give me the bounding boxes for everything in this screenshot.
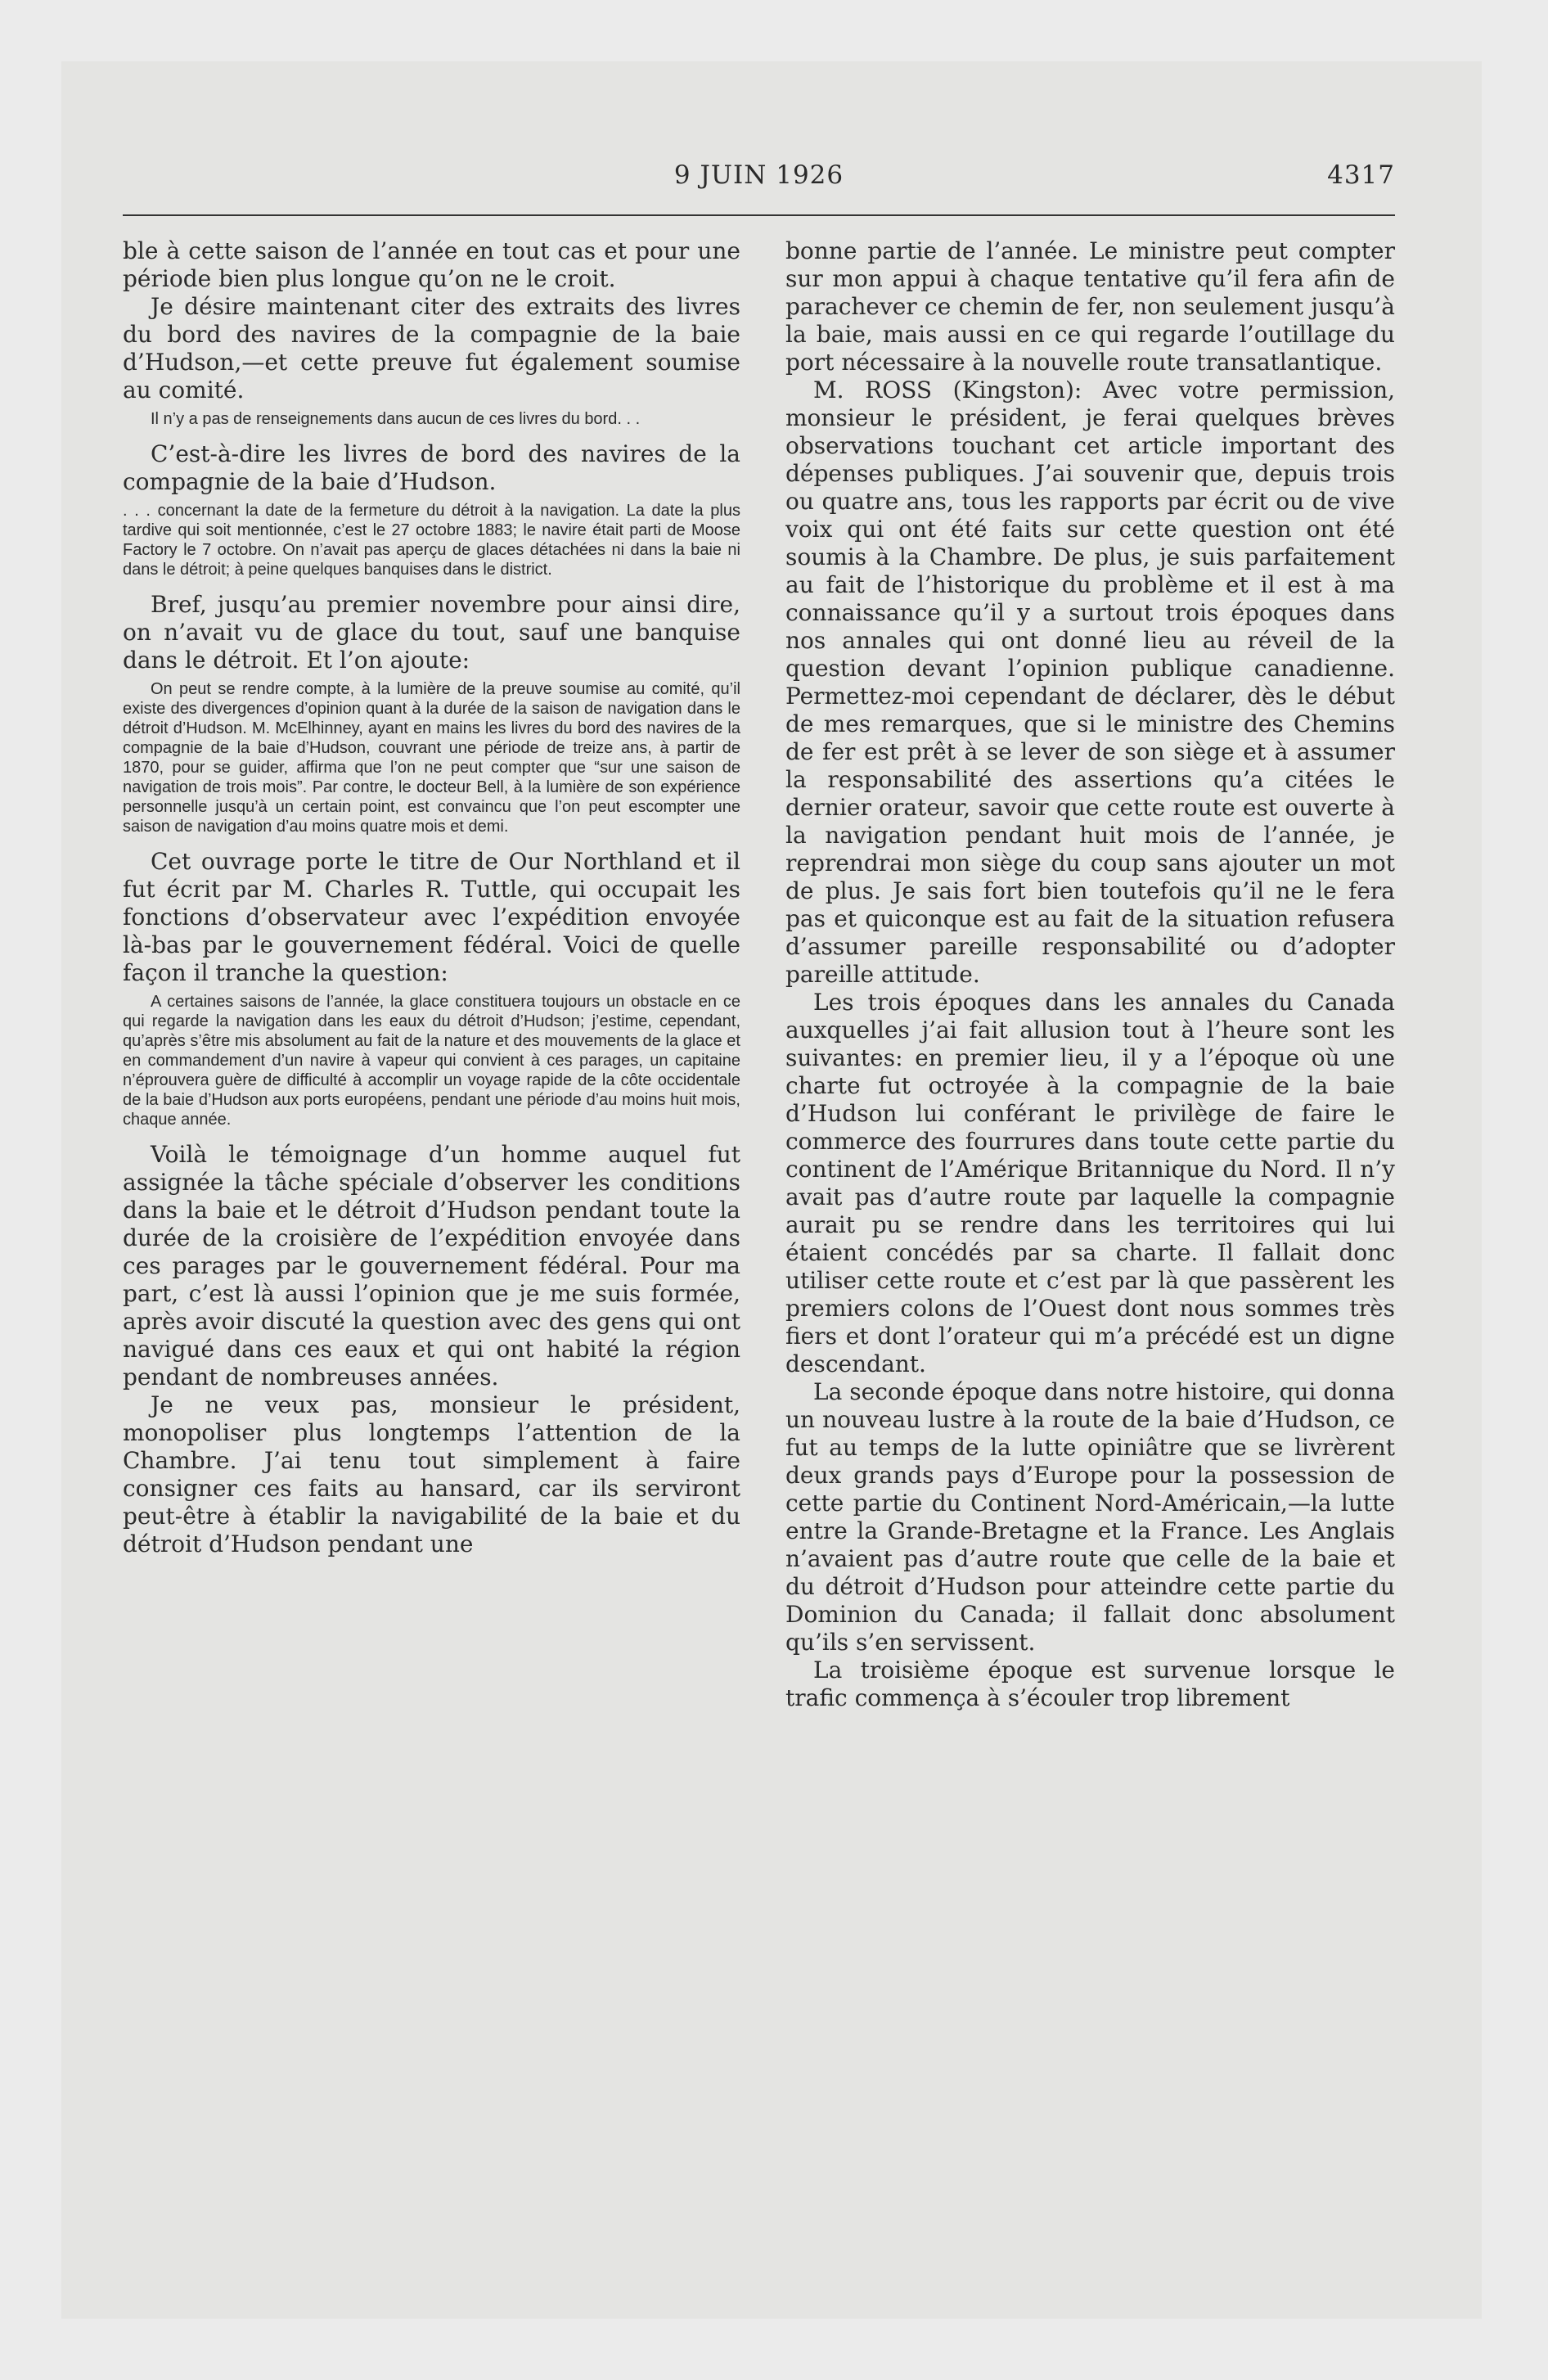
quotation: A certaines saisons de l’année, la glace constituera toujours un obstacle en ce qui regarde la navigation dans les eaux du détroit d’Hudson; j’estime, cependant, qu’après s’être mis absolument au fait de la nature et des mouvements de la glace et en commandement d’un navire à vapeur qui convient à ces parages, un capitaine n’éprouvera guère de difficulté à accomplir un voyage rapide de la côte occidentale de la baie d’Hudson aux ports européens, pendant une période d’au moins huit mois, chaque année.: [123, 993, 740, 1129]
paragraph: ble à cette saison de l’année en tout cas et pour une période bien plus longue qu’on ne le croit.: [123, 237, 740, 292]
left-column: [123, 237, 740, 2177]
paragraph: La troisième époque est survenue lorsque le trafic commença à s’écouler trop librement: [785, 1657, 1395, 1711]
quotation: On peut se rendre compte, à la lumière de la preuve soumise au comité, qu’il existe des divergences d’opinion quant à la durée de la saison de navigation dans le détroit d’Hudson. M. McElhinney, ayant en mains les livres du bord des navires de la compagnie de la baie d’Hudson, couvrant une période de treize ans, à partir de 1870, pour se guider, affirma que l’on ne peut compter que “sur une saison de navigation de trois mois”. Par contre, le docteur Bell, à la lumière de son expérience personnelle jusqu’à un certain point, est convaincu que l’on peut escompter une saison de navigation d’au moins quatre mois et demi.: [123, 680, 740, 836]
page-date: 9 JUIN 1926: [673, 160, 844, 190]
right-column: [785, 237, 1395, 2177]
paragraph: La seconde époque dans notre histoire, qui donna un nouveau lustre à la route de la baie d’Hudson, ce fut au temps de la lutte opiniâtre que se livrèrent deux grands pays d’Europe pour la possession de cette partie du Continent Nord-Américain,—la lutte entre la Grande-Bretagne et la France. Les Anglais n’avaient pas d’autre route que celle de la baie et du détroit d’Hudson pour atteindre cette partie du Dominion du Canada; il fallait donc absolument qu’ils s’en servissent.: [785, 1378, 1395, 1656]
paragraph: C’est-à-dire les livres de bord des navires de la compagnie de la baie d’Hudson.: [123, 440, 740, 495]
paragraph: Voilà le témoignage d’un homme auquel fut assignée la tâche spéciale d’observer les conditions dans la baie et le détroit d’Hudson pendant toute la durée de la croisière de l’expédition envoyée dans ces parages par le gouvernement fédéral. Pour ma part, c’est là aussi l’opinion que je me suis formée, après avoir discuté la question avec des gens qui ont navigué dans ces eaux et qui ont habité la région pendant de nombreuses années.: [123, 1141, 740, 1391]
paragraph: M. ROSS (Kingston): Avec votre permission, monsieur le président, je ferai quelques brèves observations touchant cet article important des dépenses publiques. J’ai souvenir que, depuis trois ou quatre ans, tous les rapports par écrit ou de vive voix qui ont été faits sur cette question ont été soumis à la Chambre. De plus, je suis parfaitement au fait de l’historique du problème et il est à ma connaissance qu’il y a surtout trois époques dans nos annales qui ont donné lieu au réveil de la question devant l’opinion publique canadienne. Permettez-moi cependant de déclarer, dès le début de mes remarques, que si le ministre des Chemins de fer est prêt à se lever de son siège et à assumer la responsabilité des assertions qu’a citées le dernier orateur, savoir que cette route est ouverte à la navigation pendant huit mois de l’année, je reprendrai mon siège du coup sans ajouter un mot de plus. Je sais fort bien toutefois qu’il ne le fera pas et quiconque est au fait de la situation refusera d’assumer pareille responsabilité ou d’adopter pareille attitude.: [785, 376, 1395, 988]
paragraph: Les trois époques dans les annales du Canada auxquelles j’ai fait allusion tout à l’heure sont les suivantes: en premier lieu, il y a l’époque où une charte fut octroyée à la compagnie de la baie d’Hudson lui conférant le privilège de faire le commerce des fourrures dans toute cette partie du continent de l’Amérique Britannique du Nord. Il n’y avait pas d’autre route par laquelle la compagnie aurait pu se rendre dans les territoires qui lui étaient concédés par sa charte. Il fallait donc utiliser cette route et c’est par là que passèrent les premiers colons de l’Ouest dont nous sommes très fiers et dont l’orateur qui m’a précédé est un digne descendant.: [785, 989, 1395, 1377]
paragraph: Cet ouvrage porte le titre de Our Northland et il fut écrit par M. Charles R. Tuttle, qui occupait les fonctions d’observateur avec l’expédition envoyée là-bas par le gouvernement fédéral. Voici de quelle façon il tranche la question:: [123, 848, 740, 986]
quotation: . . . concernant la date de la fermeture du détroit à la navigation. La date la plus tardive qui soit mentionnée, c’est le 27 octobre 1883; le navire était parti de Moose Factory le 7 octobre. On n’avait pas aperçu de glaces détachées ni dans la baie ni dans le détroit; à peine quelques banquises dans le district.: [123, 502, 740, 579]
paragraph: bonne partie de l’année. Le ministre peut compter sur mon appui à chaque tentative qu’il fera afin de parachever ce chemin de fer, non seulement jusqu’à la baie, mais aussi en ce qui regarde l’outillage du port nécessaire à la nouvelle route transatlantique.: [785, 237, 1395, 376]
paragraph: Je désire maintenant citer des extraits des livres du bord des navires de la compagnie de la baie d’Hudson,—et cette preuve fut également soumise au comité.: [123, 293, 740, 403]
paragraph: Bref, jusqu’au premier novembre pour ainsi dire, on n’avait vu de glace du tout, sauf une banquise dans le détroit. Et l’on ajoute:: [123, 591, 740, 674]
paragraph: Je ne veux pas, monsieur le président, monopoliser plus longtemps l’attention de la Chambre. J’ai tenu tout simplement à faire consigner ces faits au hansard, car ils serviront peut-être à établir la navigabilité de la baie et du détroit d’Hudson pendant une: [123, 1391, 740, 1557]
header-rule: [123, 214, 1395, 216]
page-number: 4317: [1327, 160, 1395, 190]
quotation: Il n’y a pas de renseignements dans aucun de ces livres du bord. . .: [151, 410, 641, 428]
page-header: [123, 146, 1395, 195]
